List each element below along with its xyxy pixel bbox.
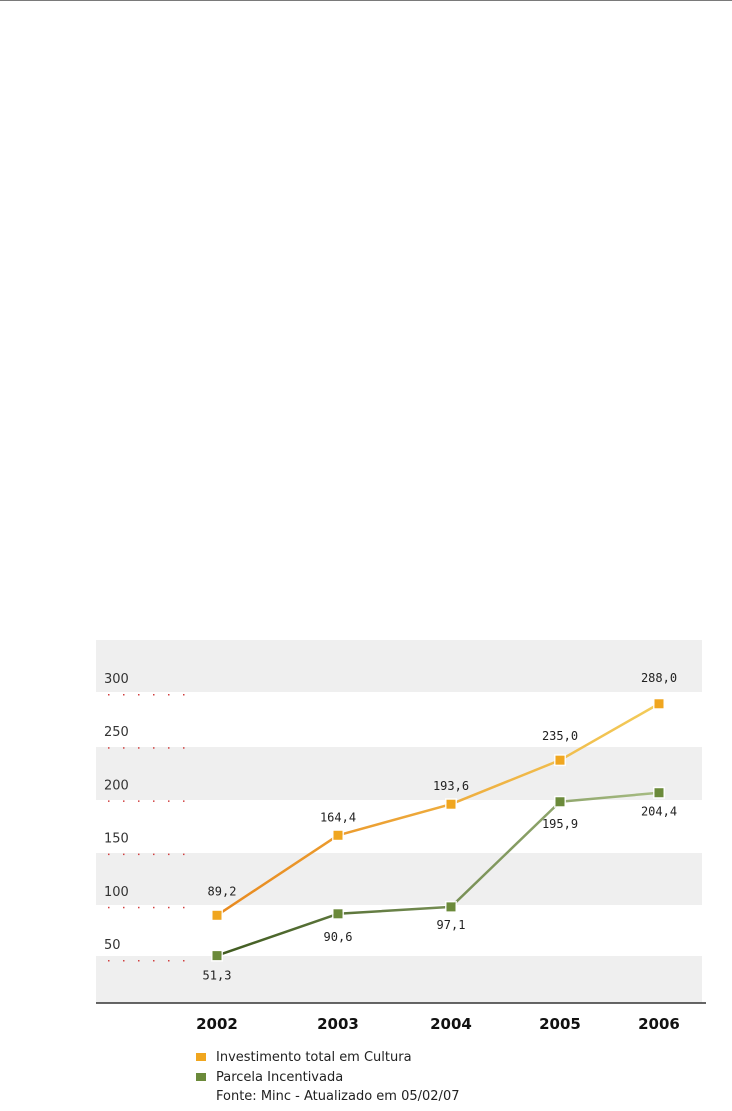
y-tick-dot [183, 747, 185, 749]
data-label: 288,0 [640, 670, 678, 685]
y-tick-dot [168, 694, 170, 696]
y-tick-dot [108, 854, 110, 856]
chart-legend [196, 1047, 596, 1107]
legend-swatch-parcela [196, 1073, 206, 1081]
y-tick-dot [153, 694, 155, 696]
x-tick-label: 2006 [638, 1015, 680, 1033]
y-tick-label: 250 [104, 725, 129, 741]
data-point [556, 797, 565, 806]
legend-label-parcela: Parcela Incentivada [216, 1069, 344, 1085]
y-tick-dot [168, 960, 170, 962]
grid-band [96, 853, 702, 905]
y-tick-dot [183, 854, 185, 856]
data-label: 193,6 [432, 779, 470, 794]
data-point [213, 951, 222, 960]
chart-source-note: Fonte: Minc - Atualizado em 05/02/07 [216, 1089, 460, 1104]
data-point [334, 909, 343, 918]
y-tick-dot [108, 747, 110, 749]
y-tick-label: 50 [104, 938, 121, 953]
y-tick-dot [153, 960, 155, 962]
x-tick-label: 2003 [317, 1015, 359, 1033]
x-tick-label: 2002 [196, 1015, 238, 1033]
data-label: 195,9 [541, 816, 579, 831]
y-tick-dot [168, 800, 170, 802]
data-label: 204,4 [640, 804, 678, 819]
grid-band [96, 905, 702, 956]
y-tick-dot [123, 747, 125, 749]
y-tick-dot [108, 694, 110, 696]
y-tick-dot [153, 800, 155, 802]
legend-item-parcela [196, 1067, 596, 1087]
y-tick-dot [153, 854, 155, 856]
data-point [556, 756, 565, 765]
grid-band [96, 956, 702, 1003]
data-label: 90,6 [323, 929, 353, 944]
data-label: 164,4 [319, 810, 357, 825]
x-tick-label: 2004 [430, 1015, 472, 1033]
y-tick-dot [138, 694, 140, 696]
y-tick-label: 100 [104, 884, 129, 900]
y-tick-dot [123, 960, 125, 962]
y-tick-label: 200 [104, 778, 129, 794]
data-label: 235,0 [541, 729, 579, 744]
data-label: 89,2 [207, 884, 237, 899]
x-tick-label: 2005 [539, 1015, 581, 1033]
y-tick-dot [183, 960, 185, 962]
data-label: 51,3 [202, 968, 232, 983]
y-tick-label: 150 [104, 831, 129, 847]
y-tick-dot [138, 960, 140, 962]
data-point [334, 831, 343, 840]
legend-item-investimento [196, 1047, 596, 1067]
y-tick-dot [123, 800, 125, 802]
y-tick-dot [153, 907, 155, 909]
y-tick-dot [168, 854, 170, 856]
data-point [213, 911, 222, 920]
y-tick-dot [123, 907, 125, 909]
grid-band [96, 692, 702, 747]
y-tick-dot [138, 854, 140, 856]
y-tick-dot [123, 854, 125, 856]
y-tick-dot [108, 907, 110, 909]
legend-label-investimento: Investimento total em Cultura [216, 1049, 412, 1065]
grid-band [96, 640, 702, 692]
data-point [447, 902, 456, 911]
data-point [447, 800, 456, 809]
y-tick-dot [183, 694, 185, 696]
data-label: 97,1 [436, 917, 466, 932]
grid-band [96, 747, 702, 800]
y-tick-dot [108, 960, 110, 962]
y-tick-dot [183, 800, 185, 802]
y-tick-dot [108, 800, 110, 802]
y-tick-dot [168, 907, 170, 909]
y-tick-dot [123, 694, 125, 696]
grid-band [96, 800, 702, 853]
y-tick-dot [138, 800, 140, 802]
y-tick-dot [153, 747, 155, 749]
y-tick-dot [168, 747, 170, 749]
y-tick-dot [183, 907, 185, 909]
y-tick-dot [138, 747, 140, 749]
y-tick-label: 300 [104, 672, 129, 687]
y-tick-dot [138, 907, 140, 909]
legend-swatch-investimento [196, 1053, 206, 1061]
data-point [655, 699, 664, 708]
data-point [655, 788, 664, 797]
